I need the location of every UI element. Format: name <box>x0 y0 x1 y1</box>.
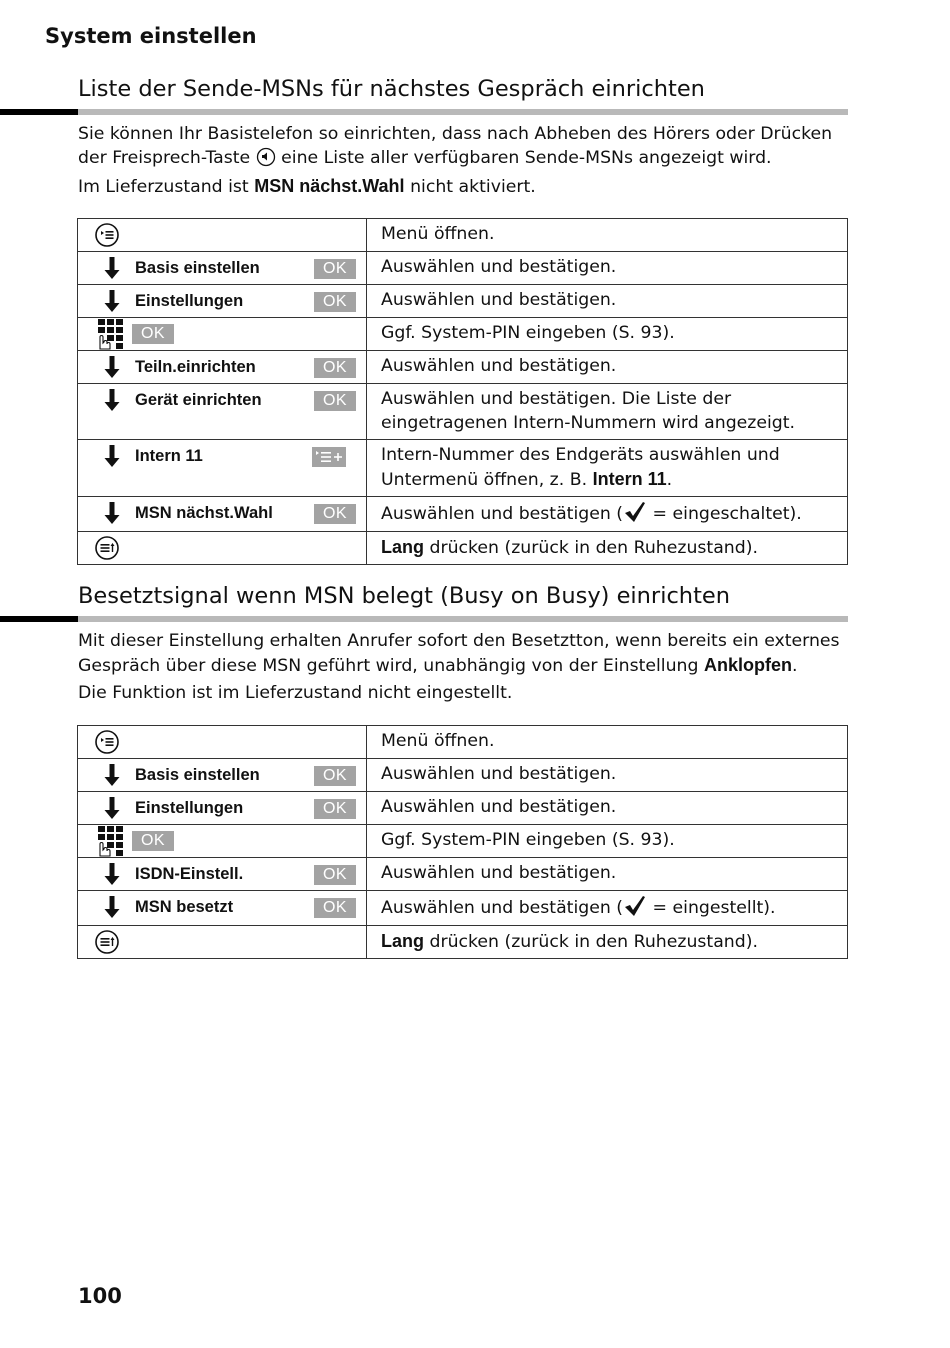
table-row <box>78 351 848 384</box>
menu-term: MSN nächst.Wahl <box>254 176 405 196</box>
ok-button[interactable]: OK <box>314 865 356 885</box>
menu-term: Lang <box>381 930 424 951</box>
table-row <box>78 318 848 351</box>
speaker-key-icon <box>256 147 276 167</box>
menu-term: Anklopfen <box>703 655 792 675</box>
step-text: = eingestellt). <box>647 898 776 918</box>
table-row <box>78 825 848 858</box>
step-description: Auswählen und bestätigen. Die Liste der eingetragenen Intern-Nummern wird angezeigt. <box>367 384 848 440</box>
table-row <box>78 497 848 532</box>
paragraph-default-state <box>78 174 858 199</box>
steps-table-busy-on-busy <box>77 725 848 959</box>
steps-table-msn-list <box>77 218 848 565</box>
ok-button[interactable]: OK <box>314 504 356 524</box>
arrow-down-icon <box>104 257 120 279</box>
end-call-icon <box>94 929 120 955</box>
page-number: 100 <box>78 1284 122 1308</box>
table-row <box>78 531 848 565</box>
page-header: System einstellen <box>45 24 257 48</box>
menu-open-icon <box>94 729 120 755</box>
step-description: Ggf. System-PIN eingeben (S. 93). <box>367 318 848 351</box>
step-text: drücken (zurück in den Ruhezustand). <box>429 931 758 952</box>
step-description: Auswählen und bestätigen. <box>367 858 848 891</box>
submenu-icon[interactable] <box>312 447 346 467</box>
menu-item-label: Basis einstellen <box>135 765 260 784</box>
section-title-busy-on-busy: Besetztsignal wenn MSN belegt (Busy on Busy) einrichten <box>78 583 730 609</box>
keypad-icon <box>94 824 128 858</box>
table-row <box>78 726 848 759</box>
paragraph-text: Sie können Ihr Basistelefon so einrichten, dass nach Abheben des Hörers oder Drücken der Freisprech-Taste <box>78 124 833 168</box>
paragraph-intro <box>78 122 858 170</box>
paragraph-text: eine Liste aller verfügbaren Sende-MSNs angezeigt wird. <box>281 148 772 168</box>
menu-item-label: Einstellungen <box>135 291 244 310</box>
table-row <box>78 285 848 318</box>
ok-button[interactable]: OK <box>314 292 356 312</box>
menu-item-label: Einstellungen <box>135 798 244 817</box>
ok-button[interactable]: OK <box>314 799 356 819</box>
paragraph-default-state <box>78 681 858 705</box>
step-text: drücken (zurück in den Ruhezustand). <box>429 537 758 558</box>
section-rule <box>0 109 78 115</box>
end-call-icon <box>94 535 120 561</box>
menu-term: Intern 11 <box>592 468 667 489</box>
table-row <box>78 792 848 825</box>
step-description: Auswählen und bestätigen. <box>367 759 848 792</box>
step-text: Auswählen und bestätigen ( <box>381 898 624 918</box>
ok-button[interactable]: OK <box>314 259 356 279</box>
paragraph-text: Die Funktion ist im Lieferzustand nicht eingestellt. <box>78 683 513 703</box>
section-rule <box>78 109 848 115</box>
checkmark-icon <box>623 895 647 917</box>
section-title-msn-list: Liste der Sende-MSNs für nächstes Gespräch einrichten <box>78 76 705 102</box>
step-description: Menü öffnen. <box>367 726 848 759</box>
ok-button[interactable]: OK <box>314 766 356 786</box>
table-row <box>78 759 848 792</box>
table-row <box>78 891 848 926</box>
step-text: Intern-Nummer des Endgeräts auswählen und Untermenü öffnen, z. B. <box>381 445 780 490</box>
menu-item-label: Intern 11 <box>135 446 203 465</box>
table-row <box>78 384 848 440</box>
ok-button[interactable]: OK <box>314 391 356 411</box>
arrow-down-icon <box>104 764 120 786</box>
arrow-down-icon <box>104 290 120 312</box>
arrow-down-icon <box>104 797 120 819</box>
step-text: Auswählen und bestätigen ( <box>381 504 624 524</box>
menu-item-label: Teiln.einrichten <box>135 357 256 376</box>
arrow-down-icon <box>104 502 120 524</box>
step-description <box>367 497 848 532</box>
menu-item-label: MSN besetzt <box>135 897 234 916</box>
table-row <box>78 219 848 252</box>
keypad-icon <box>94 317 128 351</box>
table-row <box>78 858 848 891</box>
step-description: Auswählen und bestätigen. <box>367 792 848 825</box>
ok-button[interactable]: OK <box>132 831 174 851</box>
table-row <box>78 440 848 497</box>
paragraph-intro <box>78 629 858 678</box>
step-description: Auswählen und bestätigen. <box>367 285 848 318</box>
arrow-down-icon <box>104 389 120 411</box>
paragraph-text: Im Lieferzustand ist <box>78 177 249 197</box>
step-description <box>367 531 848 565</box>
table-row <box>78 252 848 285</box>
arrow-down-icon <box>104 356 120 378</box>
step-text: = eingeschaltet). <box>647 504 802 524</box>
step-description: Auswählen und bestätigen. <box>367 252 848 285</box>
arrow-down-icon <box>104 863 120 885</box>
ok-button[interactable]: OK <box>314 898 356 918</box>
table-row <box>78 925 848 959</box>
ok-button[interactable]: OK <box>314 358 356 378</box>
step-text: . <box>666 469 673 490</box>
ok-button[interactable]: OK <box>132 324 174 344</box>
menu-item-label: ISDN-Einstell. <box>135 864 244 883</box>
section-rule <box>78 616 848 622</box>
paragraph-text: nicht aktiviert. <box>410 177 536 197</box>
step-description: Menü öffnen. <box>367 219 848 252</box>
menu-item-label: Basis einstellen <box>135 258 260 277</box>
menu-item-label: Gerät einrichten <box>135 390 262 409</box>
menu-open-icon <box>94 222 120 248</box>
paragraph-text: . <box>791 656 798 676</box>
step-description <box>367 891 848 926</box>
step-description: Ggf. System-PIN eingeben (S. 93). <box>367 825 848 858</box>
arrow-down-icon <box>104 896 120 918</box>
step-description <box>367 925 848 959</box>
paragraph-text: Mit dieser Einstellung erhalten Anrufer sofort den Besetztton, wenn bereits ein externes Gespräch über diese MSN geführt wird, unabhängig von der Einstellung <box>78 631 840 676</box>
menu-term: Lang <box>381 536 424 557</box>
section-rule <box>0 616 78 622</box>
step-description <box>367 440 848 497</box>
arrow-down-icon <box>104 445 120 467</box>
step-description: Auswählen und bestätigen. <box>367 351 848 384</box>
menu-item-label: MSN nächst.Wahl <box>135 503 273 522</box>
checkmark-icon <box>623 501 647 523</box>
